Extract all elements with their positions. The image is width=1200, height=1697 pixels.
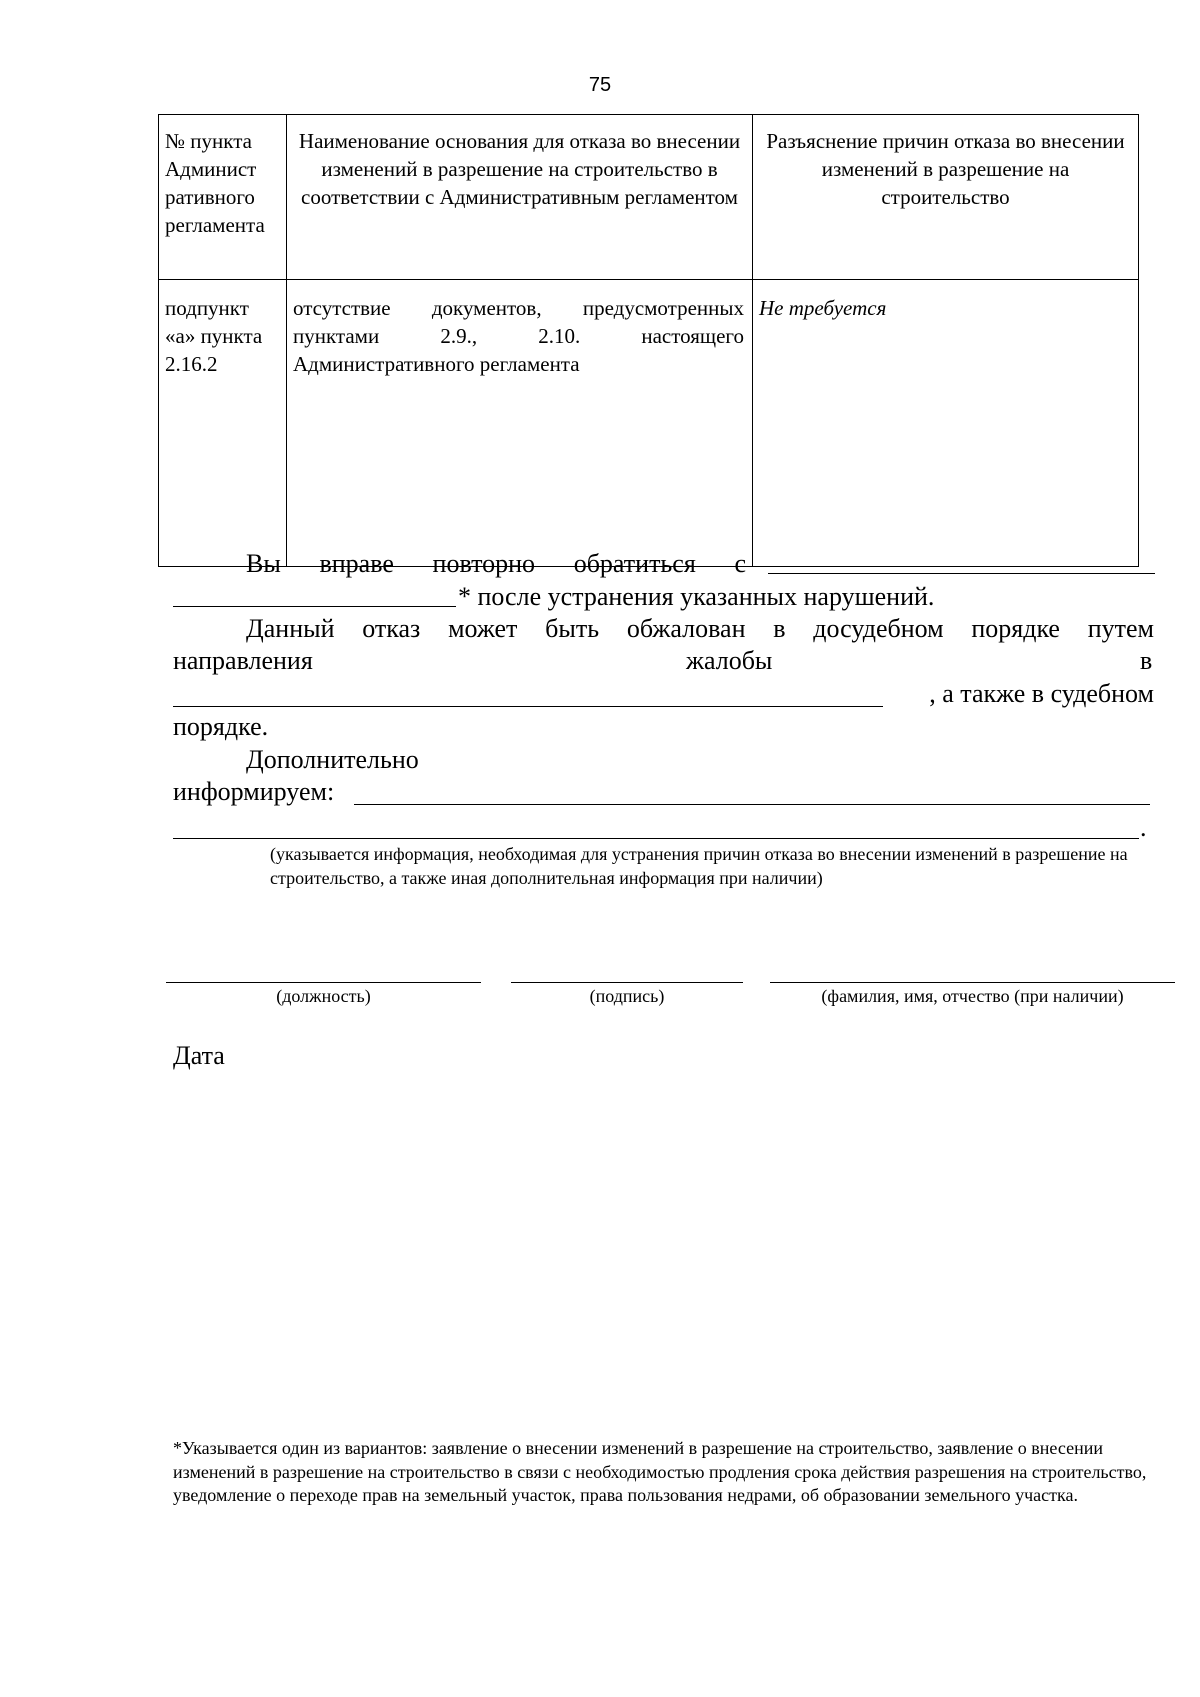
footnote: *Указывается один из вариантов: заявление о внесении изменений в разрешение на строительство, заявление о внесении изменений в разрешение на строительство в связи с необходимостью продления срока действия разрешения на строительство, уведомление о переходе прав на земельный участок, права пользования недрами, об образовании земельного участка. [173, 1438, 1147, 1505]
header-point-number: № пункта Админист ративного регламента [159, 115, 287, 280]
paragraph-appeal-word-direction: направления [173, 646, 313, 675]
blank-line-additional-info-cont [173, 838, 1139, 839]
header-refusal-ground: Наименование основания для отказа во внесении изменений в разрешение на строительство в соответствии с Административным регламентом [287, 115, 753, 280]
additional-info-hint: (указывается информация, необходимая для устранения причин отказа во внесении изменений в разрешение на строительство, а также иная дополнительная информация при наличии) [270, 844, 1128, 888]
blank-line-additional-info [354, 804, 1150, 805]
signature-line-position [166, 982, 481, 983]
table-header-row [159, 115, 1139, 280]
cell-refusal-ground: отсутствие документов, предусмотренных пунктами 2.9., 2.10. настоящего Административного регламента [287, 280, 753, 567]
blank-line-reapply-cont [173, 606, 456, 607]
paragraph-appeal-last: порядке. [173, 712, 269, 741]
caption-position: (должность) [276, 986, 371, 1006]
signature-line-full-name [770, 982, 1175, 983]
paragraph-additional-word: Дополнительно [246, 745, 419, 774]
paragraph-additional-label: информируем: [173, 777, 335, 806]
paragraph-reapply-start: Вы вправе повторно обратиться с [246, 549, 746, 578]
paragraph-appeal-line1: Данный отказ может быть обжалован в досудебном порядке путем [246, 614, 1154, 643]
caption-signature: (подпись) [589, 986, 665, 1006]
paragraph-reapply-end: * после устранения указанных нарушений. [458, 582, 935, 611]
cell-refusal-explanation: Не требуется [753, 280, 1139, 567]
paragraph-appeal-end: , а также в судебном [929, 679, 1154, 708]
paragraph-appeal-word-to: в [1140, 646, 1153, 675]
blank-line-reapply [768, 573, 1155, 574]
date-label: Дата [173, 1041, 225, 1070]
page-number: 75 [588, 74, 612, 96]
refusal-grounds-table [158, 114, 1139, 567]
header-refusal-explanation: Разъяснение причин отказа во внесении изменений в разрешение на строительство [753, 115, 1139, 280]
paragraph-appeal-word-complaint: жалобы [686, 646, 773, 675]
blank-line-appeal-body [173, 706, 883, 707]
table-row [159, 280, 1139, 567]
caption-full-name: (фамилия, имя, отчество (при наличии) [821, 986, 1124, 1006]
paragraph-additional-period: . [1140, 813, 1147, 842]
signature-line-signature [511, 982, 743, 983]
cell-point-number: подпункт «а» пункта 2.16.2 [159, 280, 287, 567]
